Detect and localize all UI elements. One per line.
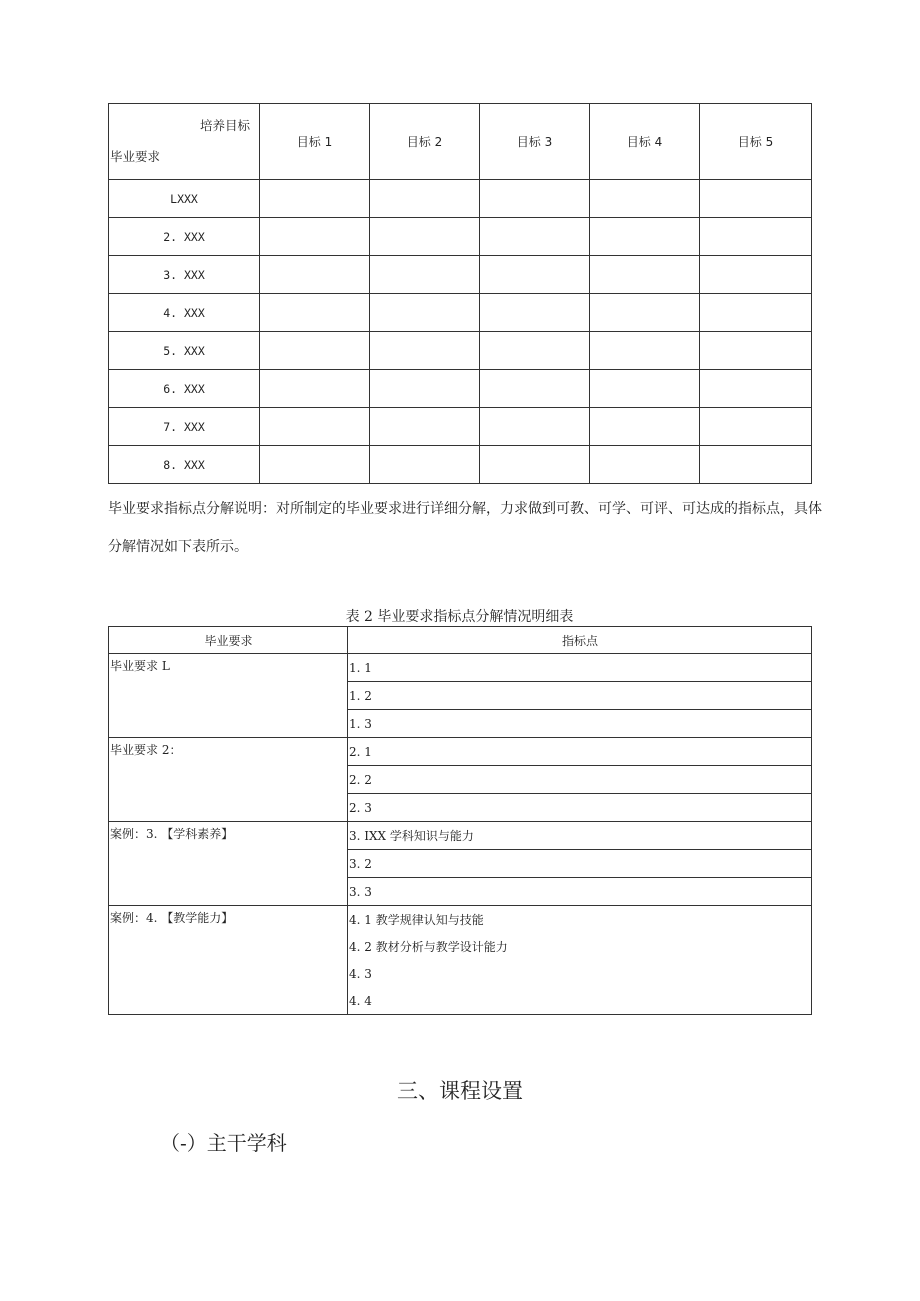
header-indicator: 指标点 [348, 627, 812, 654]
goal-header: 目标 5 [700, 104, 812, 180]
indicator-cell: 2. 2 [348, 766, 812, 794]
explanation-line-1: 毕业要求指标点分解说明：对所制定的毕业要求进行详细分解，力求做到可教、可学、可评、可达成的指标点，具体 [108, 501, 822, 517]
goal-header: 目标 1 [260, 104, 370, 180]
matrix-corner-cell [109, 104, 260, 180]
requirement-row-label: 8. XXX [109, 446, 260, 484]
indicator-cell: 4. 2 教材分析与教学设计能力 [348, 933, 812, 960]
goal-header: 目标 3 [480, 104, 590, 180]
requirement-row-label: LXXX [109, 180, 260, 218]
goals-requirements-matrix [108, 103, 812, 484]
indicator-cell: 3. IXX 学科知识与能力 [348, 822, 812, 850]
indicator-cell: 3. 2 [348, 850, 812, 878]
explanation-line-2: 分解情况如下表所示。 [108, 539, 248, 555]
subsection-title: （-）主干学科 [160, 1131, 287, 1155]
requirement-row-label: 3. XXX [109, 256, 260, 294]
goal-header: 目标 2 [370, 104, 480, 180]
requirement-row-label: 2. XXX [109, 218, 260, 256]
requirement-cell: 案例：3. 【学科素养】 [109, 822, 348, 906]
requirement-row-label: 5. XXX [109, 332, 260, 370]
corner-requirement-label: 毕业要求 [110, 149, 161, 164]
indicator-cell: 2. 3 [348, 794, 812, 822]
indicator-cell: 4. 4 [348, 987, 812, 1015]
requirement-cell: 案例：4. 【教学能力】 [109, 906, 348, 1015]
indicator-cell: 4. 3 [348, 960, 812, 987]
indicator-cell: 4. 1 教学规律认知与技能 [348, 906, 812, 934]
indicator-cell: 1. 3 [348, 710, 812, 738]
goal-header: 目标 4 [590, 104, 700, 180]
requirement-row-label: 6. XXX [109, 370, 260, 408]
requirement-cell: 毕业要求 2： [109, 738, 348, 822]
indicator-breakdown-table [108, 626, 812, 1015]
indicator-cell: 2. 1 [348, 738, 812, 766]
requirement-row-label: 4. XXX [109, 294, 260, 332]
requirement-cell: 毕业要求 L [109, 654, 348, 738]
section-title: 三、课程设置 [397, 1079, 523, 1103]
corner-goal-label: 培养目标 [199, 118, 250, 133]
header-requirement: 毕业要求 [109, 627, 348, 654]
table2-caption: 表 2 毕业要求指标点分解情况明细表 [345, 609, 574, 625]
requirement-row-label: 7. XXX [109, 408, 260, 446]
indicator-cell: 1. 2 [348, 682, 812, 710]
indicator-cell: 3. 3 [348, 878, 812, 906]
indicator-cell: 1. 1 [348, 654, 812, 682]
